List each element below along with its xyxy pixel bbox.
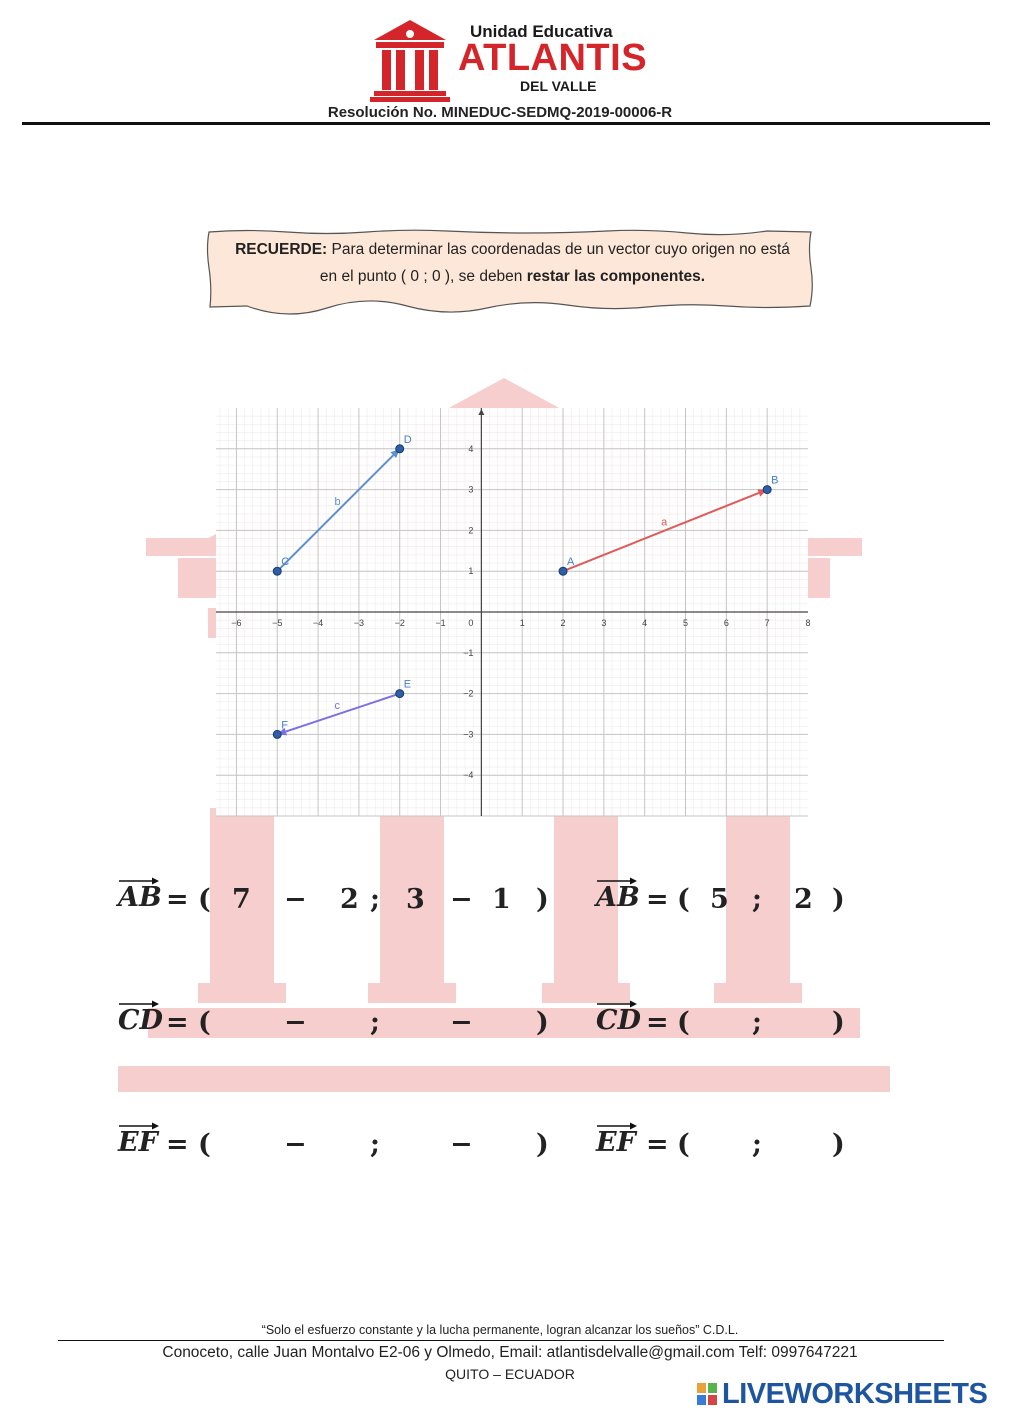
x-tick-label: −3 [353, 618, 365, 628]
equals-sign: = [646, 884, 669, 915]
note-body: Para determinar las coordenadas de un vector cuyo origen no está en el punto ( 0 ; 0 ), se deben [319, 241, 790, 285]
open-paren: ( [677, 1007, 690, 1038]
point-label: B [771, 474, 779, 487]
x-tick-label: 4 [642, 618, 648, 628]
semicolon: ; [752, 1129, 762, 1160]
point-A [559, 567, 567, 575]
close-paren: ) [832, 1129, 845, 1160]
x-tick-label: −2 [394, 618, 405, 628]
x-tick-label: 3 [601, 618, 607, 628]
minus-sign: − [284, 1129, 307, 1160]
minus-sign: − [284, 884, 307, 915]
open-paren: ( [198, 884, 211, 915]
semicolon: ; [370, 884, 380, 915]
point-label: A [567, 556, 575, 569]
vector-label: c [334, 700, 340, 712]
liveworksheets-logo-icon [697, 1383, 717, 1405]
point-label: D [403, 433, 412, 446]
semicolon: ; [370, 1129, 380, 1160]
vector-name-text: EF [118, 1127, 158, 1158]
vector-name-ab [596, 876, 640, 913]
y-initial-value: 1 [492, 884, 511, 915]
note-label: RECUERDE: [235, 241, 328, 258]
school-title-top: Unidad Educativa [470, 22, 613, 41]
x-tick-label: 1 [519, 618, 525, 628]
point-D [396, 445, 404, 453]
close-paren: ) [536, 1129, 549, 1160]
liveworksheets-brand[interactable]: LIVEWORKSHEETS [722, 1378, 988, 1410]
x-tick-label: 8 [805, 618, 811, 628]
x-tick-label: 2 [560, 618, 566, 628]
y-tick-label: 2 [468, 525, 474, 536]
point-label: E [403, 678, 412, 691]
point-E [396, 690, 404, 698]
open-paren: ( [677, 1129, 690, 1160]
origin-label: 0 [468, 618, 474, 628]
minus-sign: − [450, 1007, 473, 1038]
y-tick-label: −3 [463, 729, 474, 740]
vector-label: b [334, 496, 341, 508]
vector-name-text: CD [596, 1005, 641, 1036]
x-initial-value: 2 [340, 884, 359, 915]
resolution-text: Resolución No. MINEDUC-SEDMQ-2019-00006-R [327, 104, 673, 121]
result-y-value: 2 [794, 884, 813, 915]
semicolon: ; [752, 884, 762, 915]
point-F [273, 730, 281, 738]
equals-sign: = [646, 1007, 669, 1038]
close-paren: ) [536, 1007, 549, 1038]
equals-sign: = [166, 1007, 189, 1038]
vector-name-text: AB [596, 882, 640, 913]
x-tick-label: −4 [312, 618, 324, 628]
footer-address: Conoceto, calle Juan Montalvo E2-06 y Olmedo, Email: atlantisdelvalle@gmail.com Telf: 0997647221 [162, 1344, 858, 1361]
equals-sign: = [166, 884, 189, 915]
vector-label: a [661, 516, 668, 529]
close-paren: ) [536, 884, 549, 915]
y-final-value: 3 [406, 884, 425, 915]
y-tick-label: 3 [468, 484, 474, 495]
close-paren: ) [832, 1007, 845, 1038]
minus-sign: − [284, 1007, 307, 1038]
school-logo-icon [370, 18, 450, 102]
vector-name-cd [596, 999, 641, 1036]
minus-sign: − [450, 1129, 473, 1160]
vector-name-text: CD [118, 1005, 163, 1036]
vector-name-text: EF [596, 1127, 636, 1158]
open-paren: ( [198, 1007, 211, 1038]
semicolon: ; [752, 1007, 762, 1038]
note-emphasis: restar las componentes. [526, 268, 706, 285]
vector-name-cd [118, 999, 163, 1036]
y-tick-label: −1 [463, 647, 474, 658]
x-final-value: 7 [232, 884, 251, 915]
result-x-value: 5 [710, 884, 729, 915]
minus-sign: − [450, 884, 473, 915]
point-label: F [281, 719, 288, 732]
open-paren: ( [677, 884, 690, 915]
vector-name-ef [596, 1121, 638, 1158]
x-tick-label: −1 [435, 618, 446, 628]
coordinate-plane [216, 408, 811, 816]
semicolon: ; [370, 1007, 380, 1038]
x-tick-label: −5 [272, 618, 283, 628]
school-title: ATLANTIS [458, 37, 648, 79]
point-label: C [281, 556, 290, 569]
x-tick-label: −6 [231, 618, 242, 628]
x-tick-label: 7 [764, 618, 770, 628]
point-B [763, 486, 771, 494]
y-tick-label: 1 [468, 566, 474, 577]
header-divider [22, 122, 990, 125]
note-text [225, 236, 800, 290]
y-tick-label: −4 [463, 770, 474, 781]
footer-quote: “Solo el esfuerzo constante y la lucha permanente, logran alcanzar los sueños” C.D.L. [261, 1323, 739, 1337]
close-paren: ) [832, 884, 845, 915]
x-tick-label: 5 [683, 618, 689, 628]
footer-city: QUITO – ECUADOR [445, 1366, 575, 1382]
y-tick-label: −2 [463, 688, 474, 699]
x-tick-label: 6 [723, 618, 729, 628]
school-title-bottom: DEL VALLE [520, 78, 597, 94]
y-tick-label: 4 [468, 443, 474, 454]
equals-sign: = [646, 1129, 669, 1160]
point-C [273, 567, 281, 575]
vector-name-ab [118, 876, 162, 913]
footer-divider [58, 1340, 944, 1341]
vector-name-text: AB [118, 882, 162, 913]
equals-sign: = [166, 1129, 189, 1160]
vector-name-ef [118, 1121, 160, 1158]
open-paren: ( [198, 1129, 211, 1160]
